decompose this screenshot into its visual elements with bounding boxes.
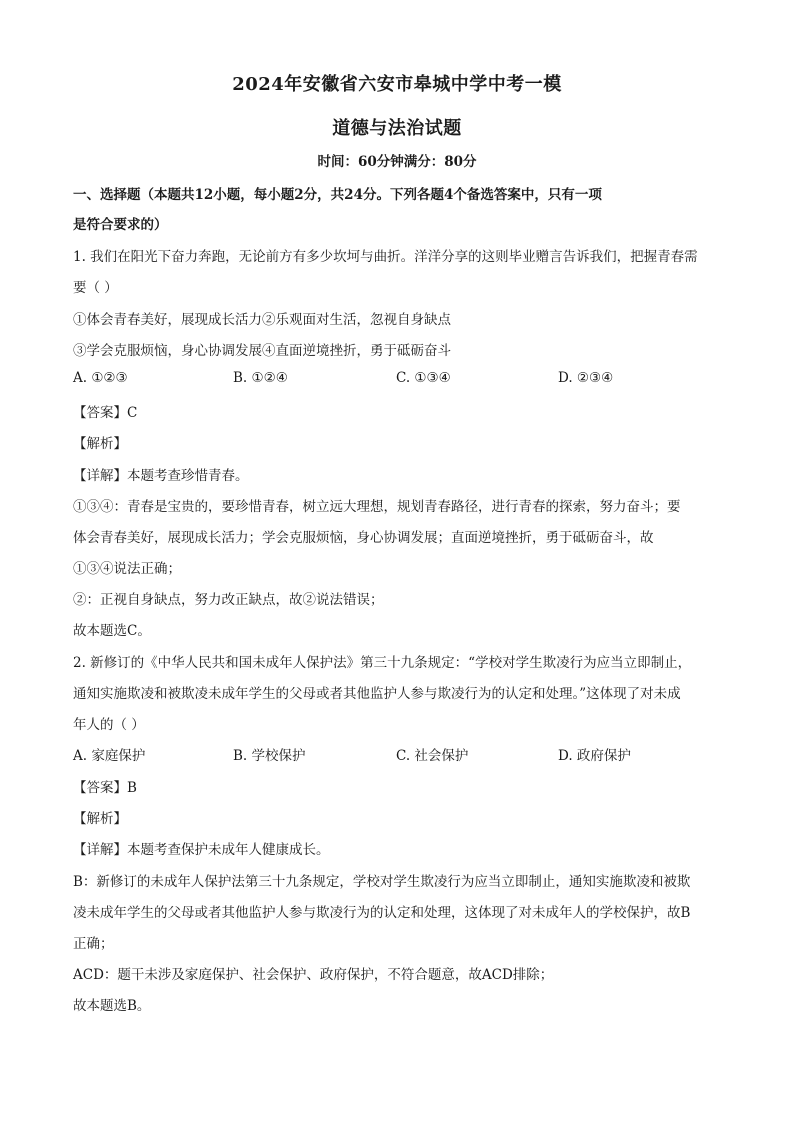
q1-explain-line1: ①③④：青春是宝贵的，要珍惜青春，树立远大理想，规划青春路径，进行青春的探索，努力奋斗；要 <box>73 499 681 515</box>
section-heading-line1: 一、选择题（本题共12小题，每小题2分，共24分。下列各题4个备选答案中，只有一项 <box>73 187 602 203</box>
q1-conclusion: 故本题选C。 <box>73 623 151 639</box>
q1-option-c: C. ①③④ <box>396 370 451 386</box>
q1-option-a: A. ①②③ <box>73 370 128 386</box>
q2-explain-line2: 凌未成年学生的父母或者其他监护人参与欺凌行为的认定和处理，这体现了对未成年人的学校保护，故B <box>73 905 691 921</box>
q1-detail: 【详解】本题考查珍惜青春。 <box>73 468 249 484</box>
q2-explain-line4: ACD：题干未涉及家庭保护、社会保护、政府保护，不符合题意，故ACD排除； <box>73 967 554 983</box>
q2-explain-line3: 正确； <box>73 936 114 952</box>
q1-explain-line3: ①③④说法正确； <box>73 561 181 577</box>
subject-title: 道德与法治试题 <box>332 118 462 139</box>
q2-option-d: D. 政府保护 <box>558 748 631 764</box>
exam-title: 2024年安徽省六安市皋城中学中考一模 <box>232 74 562 95</box>
q1-explain-line2: 体会青春美好，展现成长活力；学会克服烦恼，身心协调发展；直面逆境挫折，勇于砥砺奋斗，故 <box>73 530 654 546</box>
exam-meta: 时间：60分钟满分：80分 <box>317 154 477 170</box>
q2-answer: 【答案】B <box>73 780 137 796</box>
q1-option-d: D. ②③④ <box>558 370 614 386</box>
q2-stem-line3: 年人的（ ） <box>73 717 145 733</box>
q2-analysis-label: 【解析】 <box>73 811 127 827</box>
q2-option-a: A. 家庭保护 <box>73 748 146 764</box>
q1-answer: 【答案】C <box>73 405 138 421</box>
q1-statement-line1: ①体会青春美好，展现成长活力②乐观面对生活，忽视自身缺点 <box>73 312 451 328</box>
q1-stem-line2: 要（ ） <box>73 280 118 296</box>
q2-stem-line2: 通知实施欺凌和被欺凌未成年学生的父母或者其他监护人参与欺凌行为的认定和处理。”这体现了对未成 <box>73 686 681 702</box>
q1-statement-line2: ③学会克服烦恼，身心协调发展④直面逆境挫折，勇于砥砺奋斗 <box>73 343 451 359</box>
q2-stem-line1: 2. 新修订的《中华人民共和国未成年人保护法》第三十九条规定：“学校对学生欺凌行为应当立即制止， <box>73 655 692 671</box>
q2-option-b: B. 学校保护 <box>233 748 306 764</box>
q2-conclusion: 故本题选B。 <box>73 998 151 1014</box>
q1-analysis-label: 【解析】 <box>73 436 127 452</box>
q1-explain-line4: ②：正视自身缺点，努力改正缺点，故②说法错误； <box>73 592 384 608</box>
q2-option-c: C. 社会保护 <box>396 748 469 764</box>
q2-explain-line1: B：新修订的未成年人保护法第三十九条规定，学校对学生欺凌行为应当立即制止，通知实施欺凌和被欺 <box>73 874 691 890</box>
section-heading-line2: 是符合要求的） <box>73 217 168 233</box>
q2-detail: 【详解】本题考查保护未成年人健康成长。 <box>73 842 330 858</box>
q1-option-b: B. ①②④ <box>233 370 288 386</box>
q1-stem-line1: 1. 我们在阳光下奋力奔跑，无论前方有多少坎坷与曲折。洋洋分享的这则毕业赠言告诉我们，把握青春需 <box>73 249 698 265</box>
